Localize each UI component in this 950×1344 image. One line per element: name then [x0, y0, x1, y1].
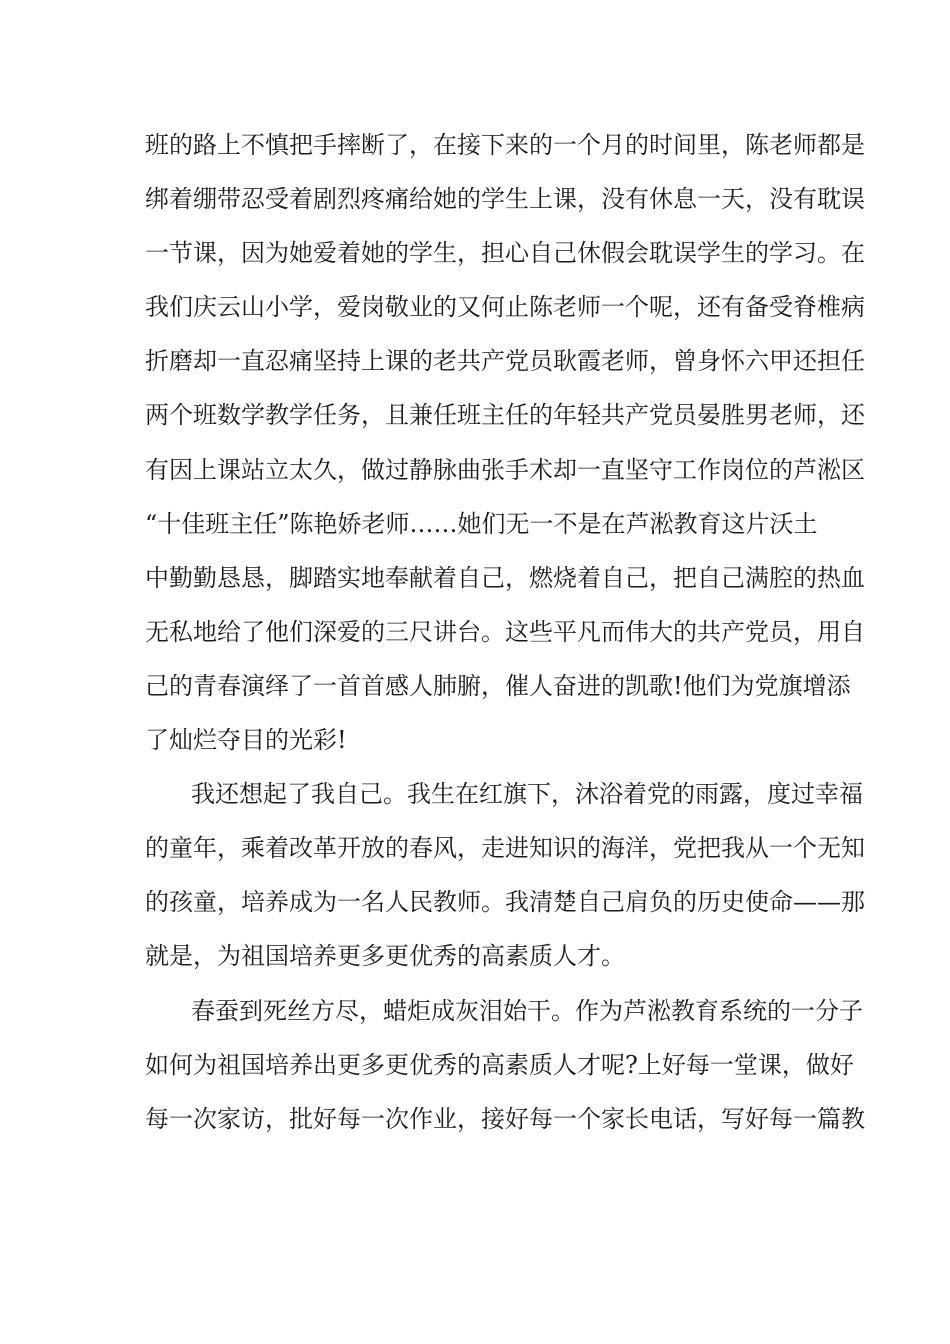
paragraph-1-line-11: 己的青春演绎了一首首感人肺腑，催人奋进的凯歌!他们为党旗增添	[145, 671, 851, 700]
paragraph-1-line-6: 两个班数学教学任务，且兼任班主任的年轻共产党员晏胜男老师，还	[145, 401, 865, 430]
paragraph-1-line-7: 有因上课站立太久，做过静脉曲张手术却一直坚守工作岗位的芦淞区	[145, 455, 865, 484]
paragraph-2-line-1: 我还想起了我自己。我生在红旗下，沐浴着党的雨露，度过幸福	[191, 780, 863, 809]
document-body	[145, 118, 865, 1146]
paragraph-1-line-1: 班的路上不慎把手摔断了，在接下来的一个月的时间里，陈老师都是	[145, 131, 865, 159]
paragraph-3-line-3: 每一次家访，批好每一次作业，接好每一个家长电话，写好每一篇教	[145, 1104, 865, 1133]
paragraph-1-line-2: 绑着绷带忍受着剧烈疼痛给她的学生上课，没有休息一天，没有耽误	[145, 185, 865, 214]
paragraph-3-line-1: 春蚕到死丝方尽，蜡炬成灰泪始干。作为芦淞教育系统的一分子	[191, 996, 863, 1025]
paragraph-1-line-5: 折磨却一直忍痛坚持上课的老共产党员耿霞老师，曾身怀六甲还担任	[145, 347, 865, 376]
paragraph-1-line-9: 中勤勤恳恳，脚踏实地奉献着自己，燃烧着自己，把自己满腔的热血	[145, 563, 865, 592]
paragraph-1-line-12: 了灿烂夺目的光彩!	[145, 726, 347, 755]
paragraph-2-line-2: 的童年，乘着改革开放的春风，走进知识的海洋，党把我从一个无知	[145, 834, 865, 863]
paragraph-3-line-2: 如何为祖国培养出更多更优秀的高素质人才呢?上好每一堂课，做好	[145, 1050, 854, 1079]
paragraph-1-line-8: “十佳班主任”陈艳娇老师……她们无一不是在芦淞教育这片沃土	[145, 509, 818, 538]
paragraph-2-line-4: 就是，为祖国培养更多更优秀的高素质人才。	[145, 942, 625, 971]
paragraph-1-line-4: 我们庆云山小学，爱岗敬业的又何止陈老师一个呢，还有备受脊椎病	[145, 293, 865, 322]
paragraph-2-line-3: 的孩童，培养成为一名人民教师。我清楚自己肩负的历史使命——那	[145, 888, 865, 917]
paragraph-1-line-3: 一节课，因为她爱着她的学生，担心自己休假会耽误学生的学习。在	[145, 239, 865, 268]
paragraph-1-line-10: 无私地给了他们深爱的三尺讲台。这些平凡而伟大的共产党员，用自	[145, 617, 865, 646]
